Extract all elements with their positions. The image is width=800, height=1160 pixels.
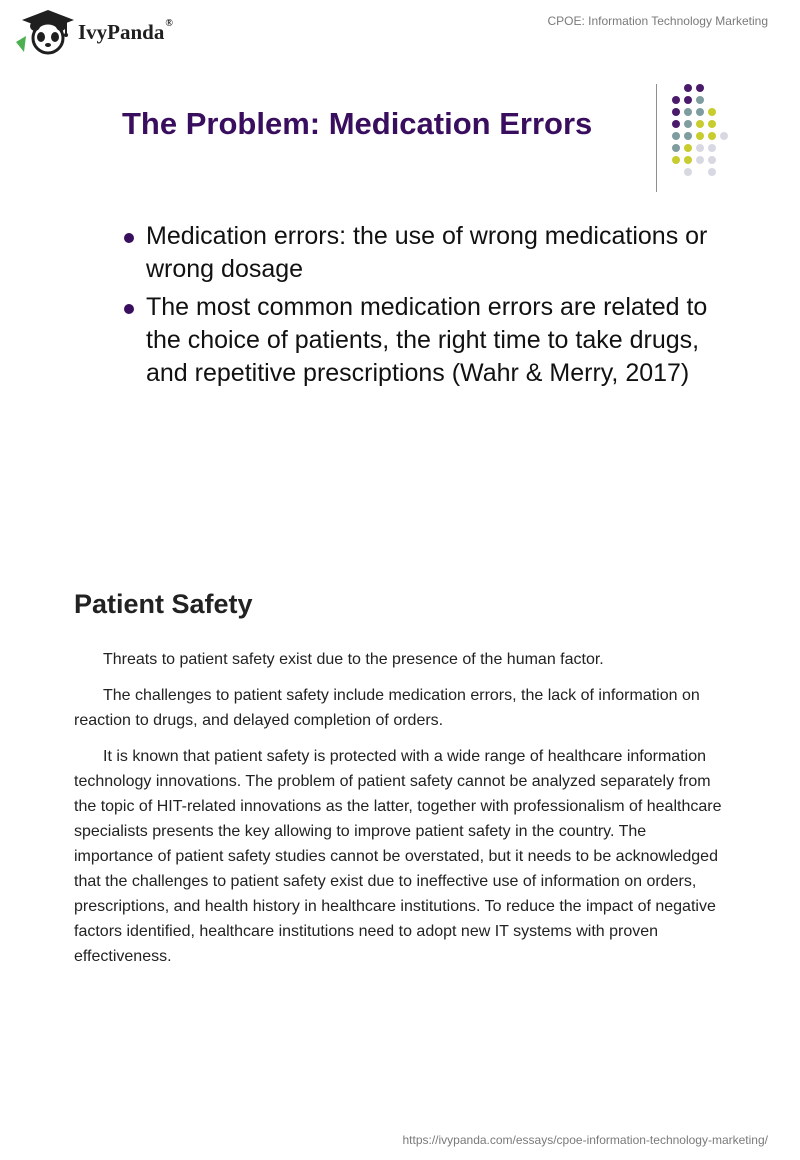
decorative-dot bbox=[708, 168, 716, 176]
slide-bullet-list bbox=[122, 220, 722, 395]
ivypanda-logo[interactable] bbox=[14, 8, 214, 56]
paragraph: The challenges to patient safety include medication errors, the lack of information on reaction to drugs, and delayed completion of orders. bbox=[74, 687, 700, 729]
slide-bullet: The most common medication errors are related to the choice of patients, the right time to take drugs, and repetitive prescriptions (Wahr & Merry, 2017) bbox=[122, 291, 722, 390]
decorative-dot bbox=[684, 144, 692, 152]
slide-divider bbox=[656, 84, 657, 192]
bullet-dot-icon bbox=[124, 233, 134, 243]
decorative-dot bbox=[696, 84, 704, 92]
decorative-dot bbox=[696, 156, 704, 164]
decorative-dot bbox=[672, 156, 680, 164]
decorative-dot bbox=[684, 108, 692, 116]
source-url[interactable]: https://ivypanda.com/essays/cpoe-information-technology-marketing/ bbox=[402, 1133, 768, 1147]
decorative-dot bbox=[684, 96, 692, 104]
decorative-dot bbox=[672, 108, 680, 116]
patient-safety-section bbox=[74, 585, 724, 980]
page-header bbox=[0, 0, 800, 60]
decorative-dot bbox=[672, 96, 680, 104]
decorative-dot bbox=[696, 120, 704, 128]
decorative-dot bbox=[696, 144, 704, 152]
decorative-dot bbox=[684, 120, 692, 128]
decorative-dot bbox=[684, 132, 692, 140]
panda-icon bbox=[14, 8, 74, 56]
section-heading: Patient Safety bbox=[74, 589, 253, 619]
paragraph: Threats to patient safety exist due to the presence of the human factor. bbox=[103, 651, 604, 668]
decorative-dot bbox=[672, 132, 680, 140]
slide-image bbox=[0, 70, 800, 550]
decorative-dot bbox=[672, 144, 680, 152]
paragraph: It is known that patient safety is protected with a wide range of healthcare information technology innovations. The problem of patient safety cannot be analyzed separately from the topic of HIT-related innovations as the latter, together with professionalism of healthcare specialists presents the key allowing to improve patient safety in the country. The importance of patient safety studies cannot be overstated, but it needs to be acknowledged that the challenges to patient safety exist due to ineffective use of information on orders, prescriptions, and health history in healthcare institutions. To reduce the impact of negative factors identified, healthcare institutions need to adopt new IT systems with proven effectiveness. bbox=[74, 748, 722, 965]
decorative-dot bbox=[696, 96, 704, 104]
decorative-dot bbox=[708, 120, 716, 128]
slide-title: The Problem: Medication Errors bbox=[122, 106, 593, 141]
decorative-dot bbox=[708, 144, 716, 152]
logo-wordmark: IvyPanda® bbox=[78, 18, 173, 44]
decorative-dot bbox=[708, 108, 716, 116]
decorative-dot bbox=[684, 84, 692, 92]
decorative-dot bbox=[708, 132, 716, 140]
decorative-dot bbox=[696, 108, 704, 116]
decorative-dot bbox=[684, 168, 692, 176]
decorative-dot bbox=[684, 156, 692, 164]
decorative-dot bbox=[720, 132, 728, 140]
dot-grid-decoration bbox=[668, 80, 732, 180]
decorative-dot bbox=[696, 132, 704, 140]
decorative-dot bbox=[672, 120, 680, 128]
decorative-dot bbox=[708, 156, 716, 164]
slide-bullet: Medication errors: the use of wrong medications or wrong dosage bbox=[122, 220, 722, 286]
document-title: CPOE: Information Technology Marketing bbox=[547, 14, 768, 28]
bullet-dot-icon bbox=[124, 304, 134, 314]
